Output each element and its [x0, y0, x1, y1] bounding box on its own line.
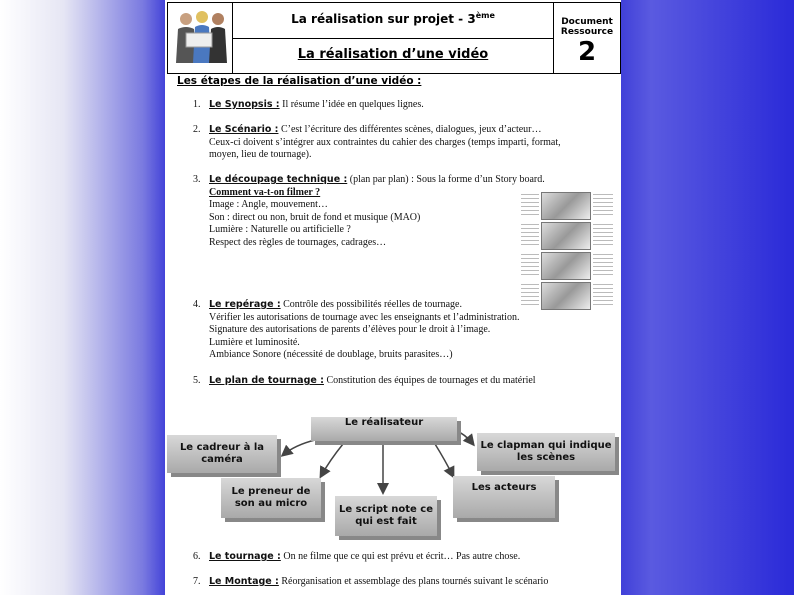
step-6: 6. Le tournage : On ne filme que ce qui est prévu et écrit… Pas autre chose. [193, 551, 521, 562]
step-1: 1. Le Synopsis : Il résume l’idée en quelques lignes. [193, 99, 424, 110]
header-main-title: La réalisation sur projet - 3ème [291, 11, 495, 26]
doc-label-2: Ressource [560, 27, 614, 37]
step-3: 3. Le découpage technique : (plan par plan) : Sous la forme d’un Story board. Comment va-t-on filmer ? Image : Angle, mouvement… Son : direct ou non, bruit de fond et musique (MAO) Lumière : Naturelle ou artificielle ? Respect des règles de tournages, cadrages… [193, 174, 545, 248]
document-page [165, 0, 621, 595]
doc-label-1: Document [561, 17, 613, 27]
step-5: 5. Le plan de tournage : Constitution des équipes de tournages et du matériel [193, 375, 536, 386]
diagram-node-director: Le réalisateur [311, 417, 457, 441]
diagram-node-cameraman: Le cadreur à la caméra [167, 435, 277, 473]
step-2: 2. Le Scénario : C’est l’écriture des différentes scènes, dialogues, jeux d’acteur… Ceux-ci doivent s’intégrer aux contraintes du cahier des charges (temps imparti, format, moyen, lieu de tournage). [193, 124, 561, 161]
section-title: Les étapes de la réalisation d’une vidéo : [177, 75, 422, 87]
diagram-node-clapman: Le clapman qui indique les scènes [477, 433, 615, 471]
doc-number: 2 [577, 37, 597, 67]
step-4: 4. Le repérage : Contrôle des possibilités réelles de tournage. Vérifier les autorisations de tournage avec les enseignants et l’administration. Signature des autorisations de parents d’élèves pour le droit à l’image. Lumière et luminosité. Ambiance Sonore (nécessité de doublage, bruits parasites…) [193, 299, 520, 361]
header-subtitle: La réalisation d’une vidéo [297, 47, 489, 62]
diagram-node-actors: Les acteurs [453, 476, 555, 518]
diagram-node-sound: Le preneur de son au micro [221, 478, 321, 518]
step-7: 7. Le Montage : Réorganisation et assemblage des plans tournés suivant le scénario [193, 576, 549, 587]
diagram-node-script: Le script note ce qui est fait [335, 496, 437, 536]
